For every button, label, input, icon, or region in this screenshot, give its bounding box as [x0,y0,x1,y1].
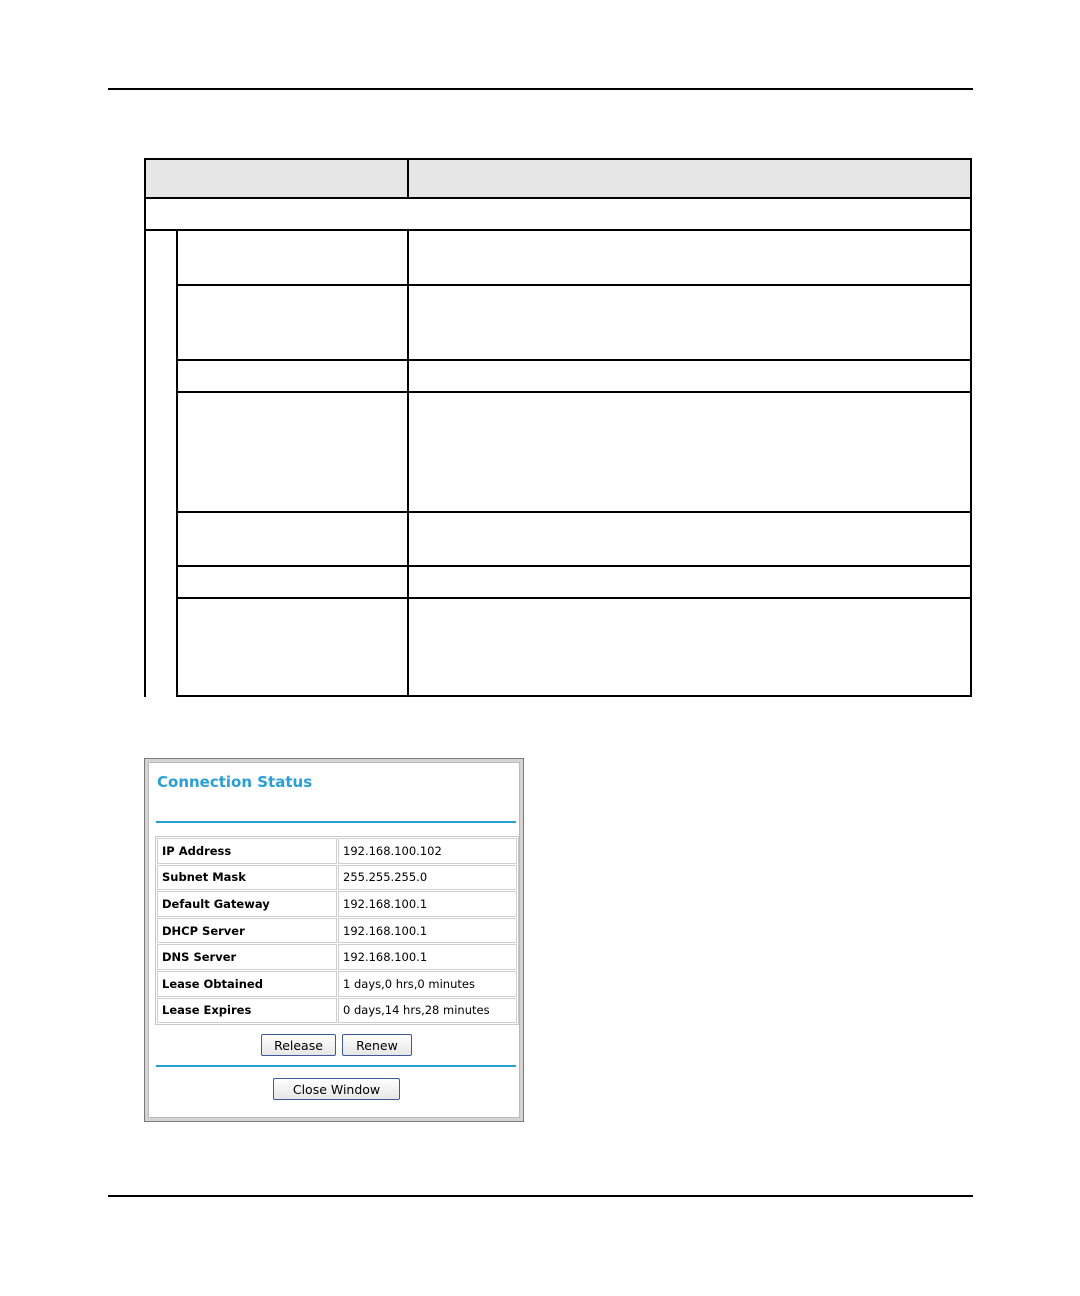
row-value-lease-expires: 0 days,14 hrs,28 minutes [338,998,517,1024]
footer-rule [108,1195,973,1197]
table-row [157,944,517,970]
row-label-dhcp-server: DHCP Server [157,918,337,944]
renew-button[interactable]: Renew [342,1034,412,1056]
row-value-lease-obtained: 1 days,0 hrs,0 minutes [338,971,517,997]
row-value-dhcp-server: 192.168.100.1 [338,918,517,944]
row-label-default-gateway: Default Gateway [157,891,337,917]
header-rule [108,88,973,90]
table-row [157,918,517,944]
table-header-row [144,158,972,199]
table-row [157,865,517,891]
row-label-lease-expires: Lease Expires [157,998,337,1024]
connection-status-panel [148,762,520,1118]
document-table [144,158,972,697]
connection-status-title: Connection Status [157,773,313,791]
row-label-dns-server: DNS Server [157,944,337,970]
table-row [157,838,517,864]
release-button[interactable]: Release [261,1034,336,1056]
row-label-lease-obtained: Lease Obtained [157,971,337,997]
table-row [157,998,517,1024]
row-label-subnet-mask: Subnet Mask [157,865,337,891]
row-value-subnet-mask: 255.255.255.0 [338,865,517,891]
row-label-ip-address: IP Address [157,838,337,864]
connection-status-table [155,836,519,1025]
title-separator [156,821,516,823]
row-value-default-gateway: 192.168.100.1 [338,891,517,917]
table-row [157,891,517,917]
table-row [157,971,517,997]
row-value-ip-address: 192.168.100.102 [338,838,517,864]
close-window-button[interactable]: Close Window [273,1078,400,1100]
row-value-dns-server: 192.168.100.1 [338,944,517,970]
connection-status-window [144,758,524,1122]
button-separator [156,1065,516,1067]
